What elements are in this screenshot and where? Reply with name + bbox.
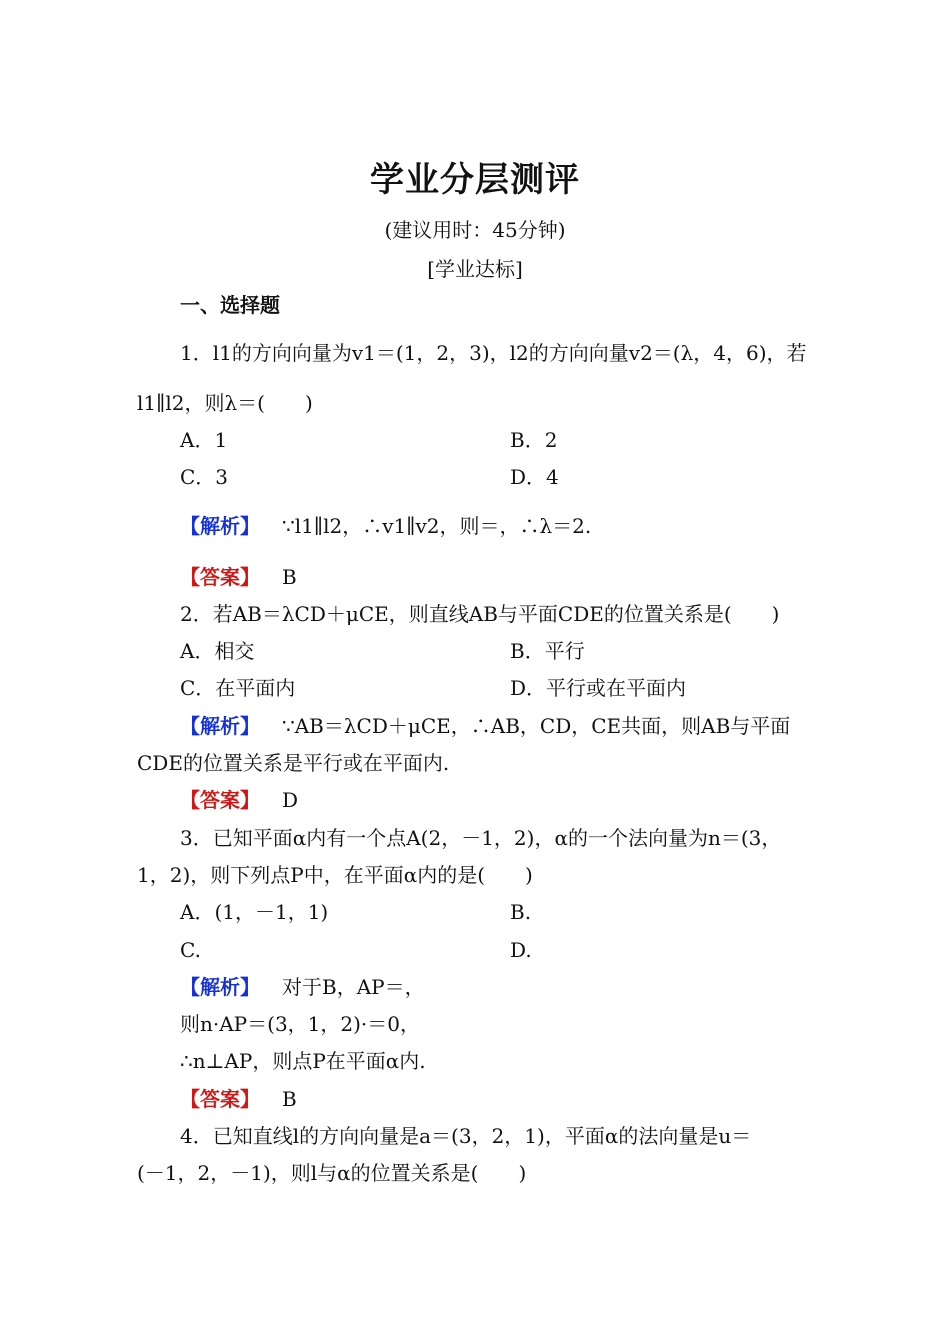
analysis-tag: 【解析】: [180, 975, 260, 999]
q1-option-d: D．4: [510, 465, 559, 489]
q3-option-b: B.: [510, 900, 532, 924]
q3-stem-line1: 3．已知平面α内有一个点A(2，－1，2)，α的一个法向量为n＝(3，: [180, 826, 782, 850]
answer-tag: 【答案】: [180, 565, 260, 589]
q2-answer-text: D: [282, 788, 299, 812]
q2-option-d: D．平行或在平面内: [510, 676, 687, 700]
q1-option-b: B．2: [510, 428, 558, 452]
q1-analysis: [180, 513, 860, 539]
q3-analysis-line3: ∴n⊥AP，则点P在平面α内.: [180, 1049, 426, 1073]
q2-answer: [180, 787, 860, 813]
q2-analysis-line2: CDE的位置关系是平行或在平面内.: [137, 751, 450, 775]
q1-stem-line1: 1．l1的方向向量为v1＝(1，2，3)，l2的方向向量v2＝(λ，4，6)，若: [180, 341, 807, 365]
q2-option-b: B．平行: [510, 639, 585, 663]
q3-option-d: D.: [510, 938, 532, 962]
q3-analysis: [180, 974, 860, 1000]
answer-tag: 【答案】: [180, 1087, 260, 1111]
q2-stem: 2．若AB＝λCD＋μCE，则直线AB与平面CDE的位置关系是( ): [180, 602, 780, 626]
q1-analysis-text: ∵l1∥l2，∴v1∥v2，则＝，∴λ＝2.: [282, 514, 592, 538]
q2-option-a: A．相交: [180, 639, 255, 663]
q3-answer-text: B: [282, 1087, 297, 1111]
q3-stem-line2: 1，2)，则下列点P中，在平面α内的是( ): [137, 863, 533, 887]
q1-option-a: A．1: [180, 428, 228, 452]
section-label: [学业达标]: [427, 257, 523, 281]
time-suggestion: (建议用时：45分钟): [384, 218, 566, 242]
analysis-tag: 【解析】: [180, 514, 260, 538]
q4-stem-line2: (－1，2，－1)，则l与α的位置关系是( ): [137, 1161, 527, 1185]
analysis-tag: 【解析】: [180, 714, 260, 738]
q3-option-c: C.: [180, 938, 201, 962]
q2-option-c: C．在平面内: [180, 676, 296, 700]
q3-analysis-line2: 则n·AP＝(3，1，2)·＝0，: [180, 1012, 420, 1036]
q4-stem-line1: 4．已知直线l的方向向量是a＝(3，2，1)，平面α的法向量是u＝: [180, 1124, 752, 1148]
q1-answer: [180, 564, 860, 590]
q3-option-a: A．(1，－1，1): [180, 900, 329, 924]
q2-analysis: [180, 713, 860, 739]
q1-option-c: C．3: [180, 465, 229, 489]
q3-answer: [180, 1086, 860, 1112]
part-heading: 一、选择题: [180, 293, 280, 317]
q1-answer-text: B: [282, 565, 297, 589]
q3-analysis-text: 对于B，AP＝，: [282, 975, 425, 999]
answer-tag: 【答案】: [180, 788, 260, 812]
q1-stem-line2: l1∥l2，则λ＝( ): [137, 391, 313, 415]
page-title: 学业分层测评: [370, 160, 580, 200]
q2-analysis-text: ∵AB＝λCD＋μCE，∴AB，CD，CE共面，则AB与平面: [282, 714, 791, 738]
